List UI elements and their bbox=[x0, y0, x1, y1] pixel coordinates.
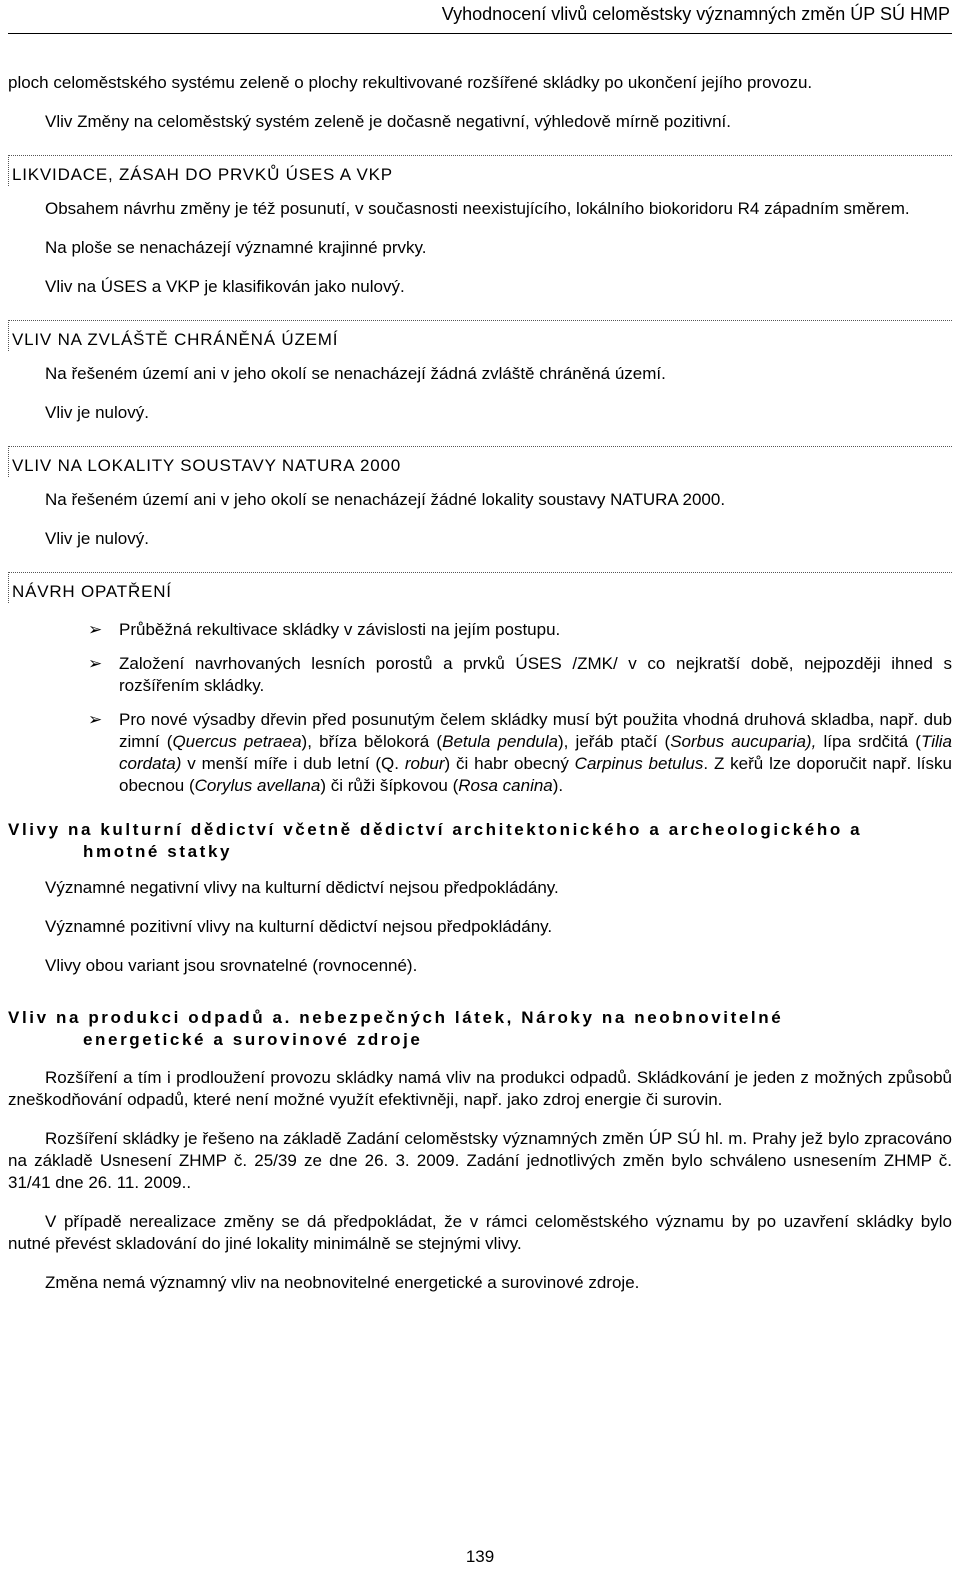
protected-paragraph-2: Vliv je nulový. bbox=[45, 403, 149, 422]
species-name: Betula pendula bbox=[442, 732, 558, 751]
measures-list bbox=[8, 619, 952, 797]
measure-1-text: Průběžná rekultivace skládky v závislosti na jejím postupu. bbox=[119, 620, 561, 639]
page-number: 139 bbox=[465, 1547, 495, 1566]
text-run: . Z keřů lze doporučit např. lísku obecnou ( bbox=[119, 754, 952, 795]
species-name: Corylus avellana bbox=[194, 776, 321, 795]
waste-paragraph-2: Rozšíření skládky je řešeno na základě Zadání celoměstsky významných změn ÚP SÚ hl. m. Prahy jež bylo zpracováno na základě Usnesení ZHMP č. 25/39 ze dne 26. 3. 2009. Zadání jednotlivých změn bylo schváleno usnesením ZHMP č. 31/41 dne 26. 11. 2009.. bbox=[8, 1129, 952, 1192]
list-item bbox=[8, 709, 952, 797]
heading-line-1: Vlivy na kulturní dědictví včetně dědictví architektonického a archeologického a bbox=[8, 820, 863, 839]
species-name: Sorbus aucuparia), bbox=[670, 732, 817, 751]
species-name: Carpinus betulus bbox=[574, 754, 704, 773]
heritage-paragraph-2: Významné pozitivní vlivy na kulturní dědictví nejsou předpokládány. bbox=[45, 917, 553, 936]
arrow-bullet-icon: ➢ bbox=[88, 654, 103, 673]
uses-paragraph-1: Obsahem návrhu změny je též posunutí, v současnosti neexistujícího, lokálního biokoridoru R4 západním směrem. bbox=[45, 199, 910, 218]
text-run: Pro nové výsadby dřevin před posunutým čelem skládky musí být použita vhodná druhová skladba, např. dub zimní ( bbox=[119, 710, 952, 751]
section-heading-protected-areas: VLIV NA ZVLÁŠTĚ CHRÁNĚNÁ ÚZEMÍ bbox=[8, 320, 952, 351]
section-heading-heritage bbox=[8, 819, 952, 863]
list-item bbox=[8, 619, 952, 641]
heading-line-1: Vliv na produkci odpadů a. nebezpečných látek, Nároky na neobnovitelné bbox=[8, 1008, 784, 1027]
species-name: Quercus petraea bbox=[172, 732, 302, 751]
waste-paragraph-1: Rozšíření a tím i prodloužení provozu skládky namá vliv na produkci odpadů. Skládkování je jeden z možných způsobů zneškodňování odpadů, které není možné využít efektivněji, např. jako zdroj energie či surovin. bbox=[8, 1068, 952, 1109]
protected-paragraph-1: Na řešeném území ani v jeho okolí se nenacházejí žádná zvláště chráněná území. bbox=[45, 364, 666, 383]
heading-line-2: energetické a surovinové zdroje bbox=[83, 1030, 423, 1049]
species-name: Rosa canina bbox=[458, 776, 553, 795]
heritage-paragraph-3: Vlivy obou variant jsou srovnatelné (rovnocenné). bbox=[45, 956, 418, 975]
text-run: ), jeřáb ptačí ( bbox=[558, 732, 671, 751]
heading-line-2: hmotné statky bbox=[83, 842, 233, 861]
section-heading-waste bbox=[8, 1007, 952, 1051]
text-run: v menší míře i dub letní (Q. bbox=[181, 754, 405, 773]
waste-paragraph-4: Změna nemá významný vliv na neobnovitelné energetické a surovinové zdroje. bbox=[45, 1273, 640, 1292]
document-body bbox=[8, 72, 952, 1294]
species-name: robur bbox=[404, 754, 445, 773]
text-run: ). bbox=[552, 776, 564, 795]
measure-3-text bbox=[119, 710, 952, 795]
running-header: Vyhodnocení vlivů celoměstsky významných změn ÚP SÚ HMP bbox=[441, 4, 950, 24]
uses-paragraph-2: Na ploše se nenacházejí významné krajinné prvky. bbox=[45, 238, 427, 257]
section-heading-uses: LIKVIDACE, ZÁSAH DO PRVKŮ ÚSES A VKP bbox=[8, 155, 952, 186]
text-run: ) či habr obecný bbox=[444, 754, 575, 773]
header-rule bbox=[8, 33, 952, 34]
text-run: ) či růži šípkovou ( bbox=[320, 776, 459, 795]
intro-paragraph-1: ploch celoměstského systému zeleně o plochy rekultivované rozšířené skládky po ukončení jejího provozu. bbox=[8, 73, 813, 92]
arrow-bullet-icon: ➢ bbox=[88, 620, 103, 639]
text-run: lípa srdčitá ( bbox=[816, 732, 921, 751]
natura-paragraph-1: Na řešeném území ani v jeho okolí se nenacházejí žádné lokality soustavy NATURA 2000. bbox=[45, 490, 726, 509]
heritage-paragraph-1: Významné negativní vlivy na kulturní dědictví nejsou předpokládány. bbox=[45, 878, 559, 897]
section-heading-measures: NÁVRH OPATŘENÍ bbox=[8, 572, 952, 603]
intro-paragraph-2: Vliv Změny na celoměstský systém zeleně je dočasně negativní, výhledově mírně pozitivní. bbox=[45, 112, 731, 131]
arrow-bullet-icon: ➢ bbox=[88, 710, 103, 729]
species-name: Tilia cordata) bbox=[119, 732, 952, 773]
text-run: ), bříza bělokorá ( bbox=[301, 732, 443, 751]
list-item bbox=[8, 653, 952, 697]
natura-paragraph-2: Vliv je nulový. bbox=[45, 529, 149, 548]
section-heading-natura: VLIV NA LOKALITY SOUSTAVY NATURA 2000 bbox=[8, 446, 952, 477]
waste-paragraph-3: V případě nerealizace změny se dá předpokládat, že v rámci celoměstského významu by po uzavření skládky bylo nutné převést skladování do jiné lokality minimálně se stejnými vlivy. bbox=[8, 1212, 952, 1253]
measure-2-text: Založení navrhovaných lesních porostů a prvků ÚSES /ZMK/ v co nejkratší době, nejpozději ihned s rozšířením skládky. bbox=[119, 654, 952, 695]
uses-paragraph-3: Vliv na ÚSES a VKP je klasifikován jako nulový. bbox=[45, 277, 405, 296]
